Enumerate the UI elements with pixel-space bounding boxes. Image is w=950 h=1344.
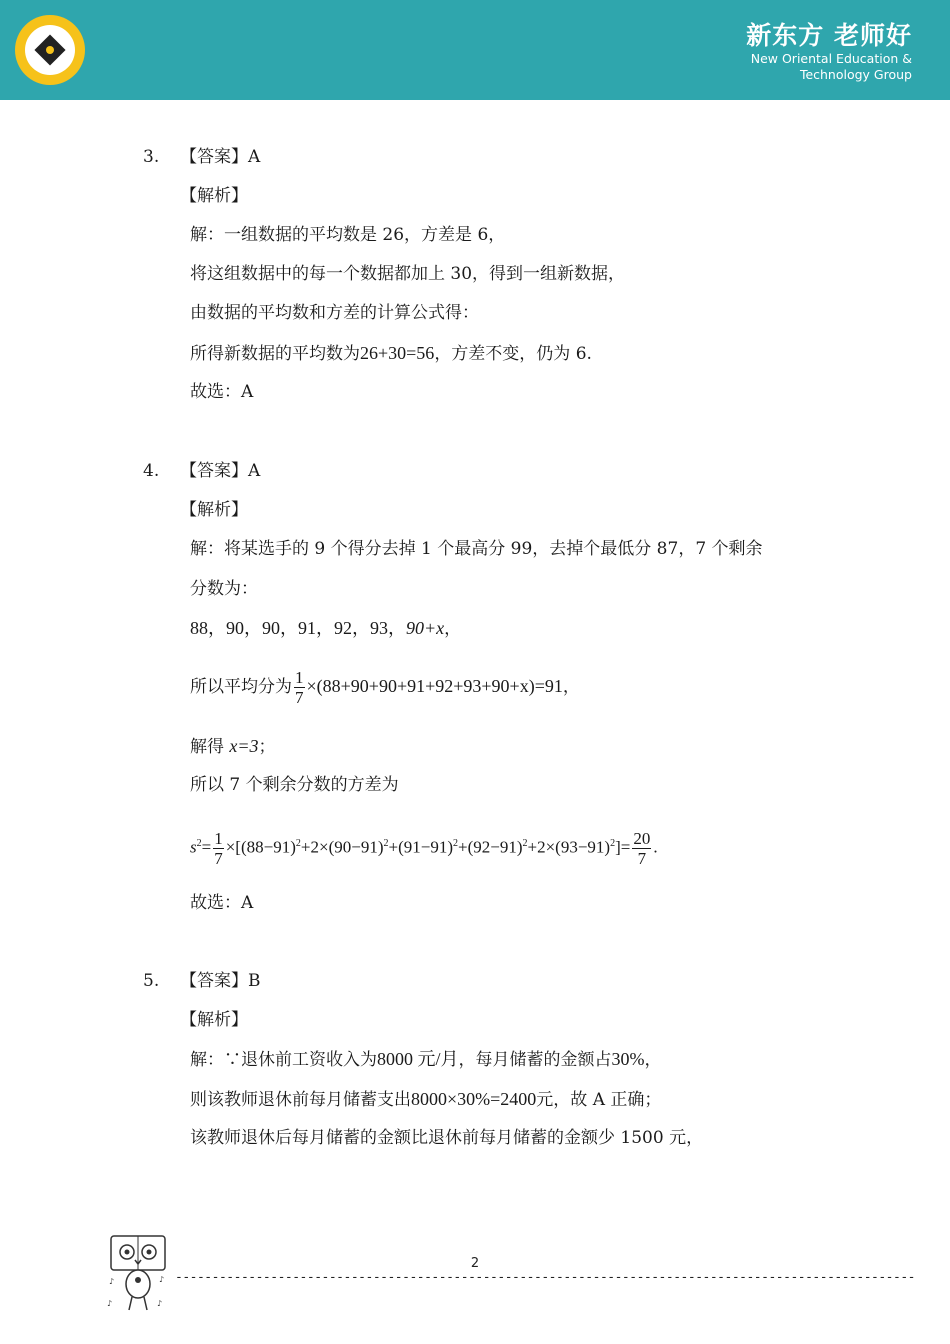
q5-line3: 该教师退休后每月储蓄的金额比退休前每月储蓄的金额少 1500 元， (190, 1128, 704, 1148)
q4-var-sup1: 2 (295, 838, 301, 849)
q4-analysis-label: 【解析】 (180, 500, 248, 520)
q5-line1 (190, 1048, 662, 1071)
brand-english-line1: New Oriental Education & (750, 51, 912, 66)
q3-line4-text-b: ，方差不变，仍为 6. (434, 344, 592, 364)
svg-text:♪: ♪ (109, 1277, 115, 1286)
q4-var-term3: +(91−91) (388, 837, 453, 857)
q4-var-term5: +2×(93−91) (527, 837, 611, 857)
q4-line2: 分数为： (190, 579, 258, 599)
q3-line4 (190, 342, 592, 365)
q4-line4-fraction (294, 668, 305, 707)
q3-line1: 解：一组数据的平均数是 26，方差是 6， (190, 225, 506, 245)
q4-var-result-den: 7 (637, 849, 647, 869)
q4-line4-math: ×(88+90+90+91+92+93+90+x)=91 (306, 676, 563, 696)
q3-line4-math: 26+30=56 (360, 343, 435, 363)
q4-var-sup5: 2 (610, 838, 616, 849)
q4-var-result-fraction (632, 829, 651, 868)
q4-line4-text-a: 所以平均分为 (190, 677, 292, 697)
q3-line2: 将这组数据中的每一个数据都加上 30，得到一组新数据， (190, 264, 626, 284)
q4-var-s-sup: 2 (196, 838, 202, 849)
q4-var-fraction (213, 829, 224, 868)
q5-line1-text-b: ，每月储蓄的金额占 (458, 1050, 612, 1070)
q4-line3-math: 90+x (406, 618, 445, 638)
q4-line3-values: 88，90，90，91，92，93， (190, 618, 406, 638)
q4-var-term1: ×[(88−91) (225, 837, 296, 857)
q4-var-s: s (190, 837, 197, 857)
q4-line5-text-a: 解得 (190, 737, 224, 757)
brand-english-line2: Technology Group (799, 67, 912, 82)
q5-line1-math2: 30% (611, 1049, 645, 1069)
logo-dot-icon (46, 46, 54, 54)
q4-line4-text-b: ， (562, 677, 580, 697)
q4-line3 (190, 617, 461, 640)
q4-var-sup2: 2 (383, 838, 389, 849)
q4-var-term4: +(92−91) (457, 837, 523, 857)
q4-number: 4. (143, 461, 160, 481)
q4-line5 (190, 735, 276, 758)
q4-line1: 解：将某选手的 9 个得分去掉 1 个最高分 99，去掉个最低分 87，7 个剩余 (190, 539, 763, 559)
q4-var-sup4: 2 (522, 838, 528, 849)
logo (15, 15, 85, 85)
q4-var-sup3: 2 (452, 838, 458, 849)
brand-chinese: 新东方 老师好 (746, 21, 912, 50)
q3-analysis-label: 【解析】 (180, 186, 248, 206)
q4-var-frac-num: 1 (214, 829, 223, 849)
header-banner (0, 0, 950, 100)
q3-answer: 【答案】A (180, 147, 261, 167)
q5-answer: 【答案】B (180, 971, 261, 991)
q4-line6: 所以 7 个剩余分数的方差为 (190, 775, 399, 795)
q5-line2-math: 8000×30%=2400 (411, 1089, 537, 1109)
q4-line4 (190, 664, 580, 709)
q4-line3-text-b: ， (444, 619, 462, 639)
q3-line5: 故选：A (190, 382, 254, 402)
q4-var-end: ]= (615, 837, 631, 857)
q3-line3: 由数据的平均数和方差的计算公式得： (190, 303, 479, 323)
q5-line2-text-b: 元，故 A 正确； (536, 1090, 662, 1110)
q5-line1-text-a: 解：∵退休前工资收入为 (190, 1050, 377, 1070)
brand-english (612, 51, 912, 83)
svg-text:♪: ♪ (159, 1275, 165, 1284)
q4-line4-frac-den: 7 (295, 688, 304, 707)
q4-line5-math: x=3 (229, 736, 259, 756)
q5-line1-text-c: ， (644, 1050, 662, 1070)
q4-var-result-num: 20 (633, 829, 651, 849)
q4-answer: 【答案】A (180, 461, 261, 481)
q4-var-frac-den: 7 (214, 849, 223, 869)
q3-line4-text-a: 所得新数据的平均数为 (190, 344, 360, 364)
q4-line5-text-b: ； (258, 737, 276, 757)
q4-line4-frac-num: 1 (295, 668, 304, 687)
q5-number: 5. (143, 971, 160, 991)
logo-inner (25, 25, 75, 75)
q5-line2 (190, 1088, 661, 1111)
q4-var-dot: . (653, 837, 658, 857)
page-number: 2 (470, 1256, 480, 1271)
q5-line1-math: 8000 元/月 (377, 1049, 459, 1069)
q4-variance-formula (190, 822, 658, 870)
q5-line2-text-a: 则该教师退休前每月储蓄支出 (190, 1090, 411, 1110)
q4-var-eq: = (201, 837, 212, 857)
q5-analysis-label: 【解析】 (180, 1010, 248, 1030)
q4-var-term2: +2×(90−91) (300, 837, 384, 857)
svg-text:♪: ♪ (157, 1299, 163, 1308)
footer-divider: ----------------------------------------------------------------------------------------------------- (175, 1270, 915, 1285)
owl-mascot-icon (105, 1232, 170, 1314)
svg-text:♪: ♪ (107, 1299, 113, 1308)
q4-line8: 故选：A (190, 893, 254, 913)
q3-number: 3. (143, 147, 160, 167)
